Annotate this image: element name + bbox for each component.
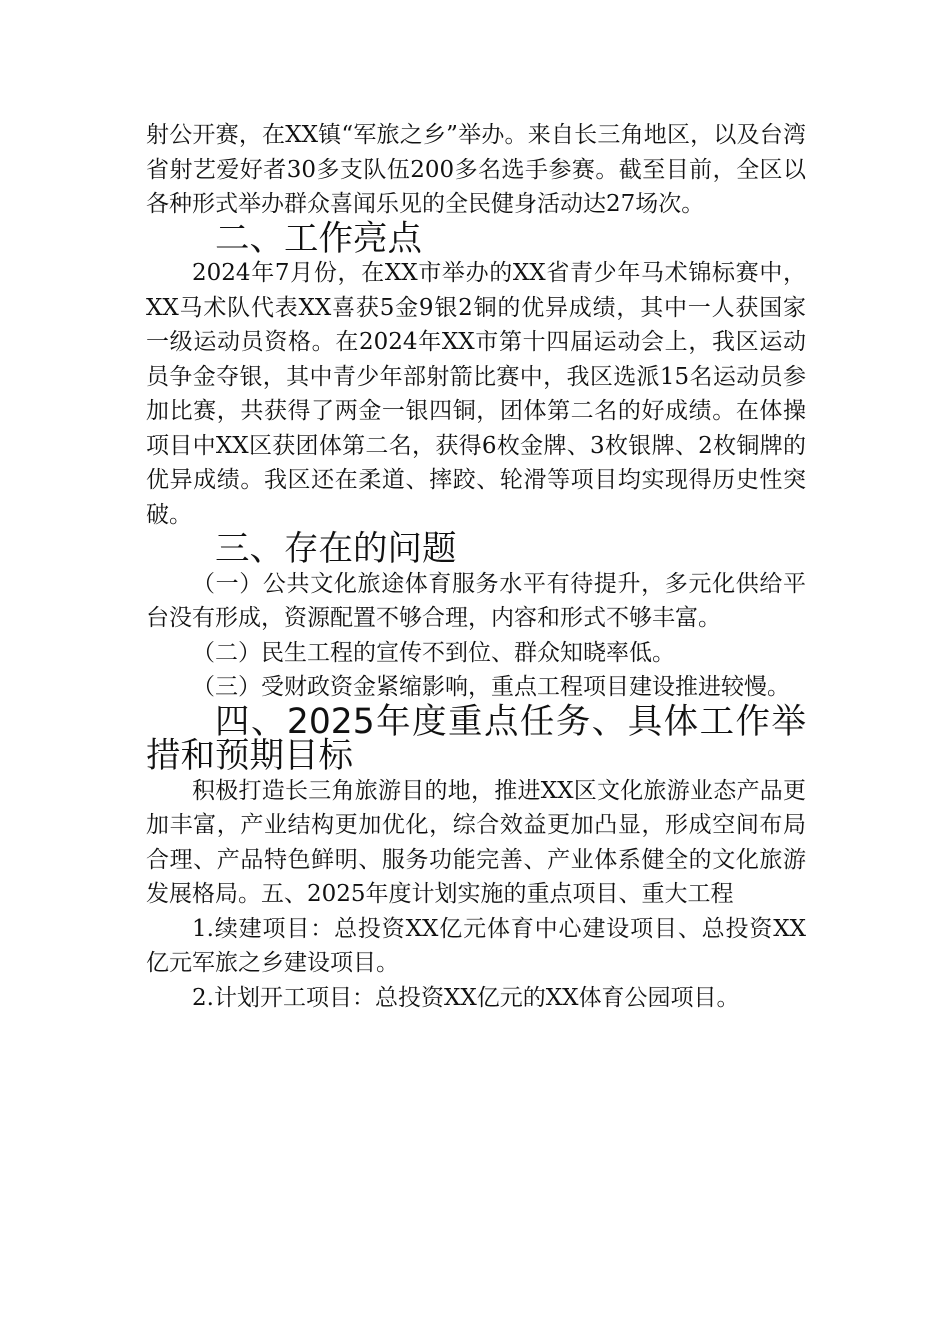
paragraph-project-2: 2.计划开工项目：总投资XX亿元的XX体育公园项目。	[192, 984, 740, 1011]
section-heading-problems: 三、存在的问题	[215, 529, 457, 569]
paragraph-continuation: 射公开赛，在XX镇“军旅之乡”举办。来自长三角地区，以及台湾省射艺爱好者30多支队伍200多名选手参赛。截至目前，全区以各种形式举办群众喜闻乐见的全民健身活动达27场次。	[146, 122, 806, 217]
section-heading-2025-tasks: 四、2025年度重点任务、具体工作举措和预期目标	[146, 701, 806, 776]
paragraph-problem-1: （一）公共文化旅途体育服务水平有待提升，多元化供给平台没有形成，资源配置不够合理，内容和形式不够丰富。	[146, 570, 806, 631]
paragraph-problem-2: （二）民生工程的宣传不到位、群众知晓率低。	[192, 639, 675, 666]
section-heading-highlights: 二、工作亮点	[215, 218, 422, 259]
paragraph-highlights: 2024年7月份，在XX市举办的XX省青少年马术锦标赛中，XX马术队代表XX喜获5金9银2铜的优异成绩，其中一人获国家一级运动员资格。在2024年XX市第十四届运动会上，我区运动员争金夺银，其中青少年部射箭比赛中，我区选派15名运动员参加比赛，共获得了两金一银四铜，团体第二名的好成绩。在体操项目中XX区获团体第二名，获得6枚金牌、3枚银牌、2枚铜牌的优异成绩。我区还在柔道、摔跤、轮滑等项目均实现得历史性突破。	[146, 260, 806, 528]
document-page	[146, 118, 806, 1015]
paragraph-problem-3: （三）受财政资金紧缩影响，重点工程项目建设推进较慢。	[192, 674, 790, 700]
paragraph-2025-goals: 积极打造长三角旅游目的地，推进XX区文化旅游业态产品更加丰富，产业结构更加优化，综合效益更加凸显，形成空间布局合理、产品特色鲜明、服务功能完善、产业体系健全的文化旅游发展格局。五、2025年度计划实施的重点项目、重大工程	[146, 777, 806, 907]
paragraph-project-1: 1.续建项目：总投资XX亿元体育中心建设项目、总投资XX亿元军旅之乡建设项目。	[146, 915, 806, 976]
